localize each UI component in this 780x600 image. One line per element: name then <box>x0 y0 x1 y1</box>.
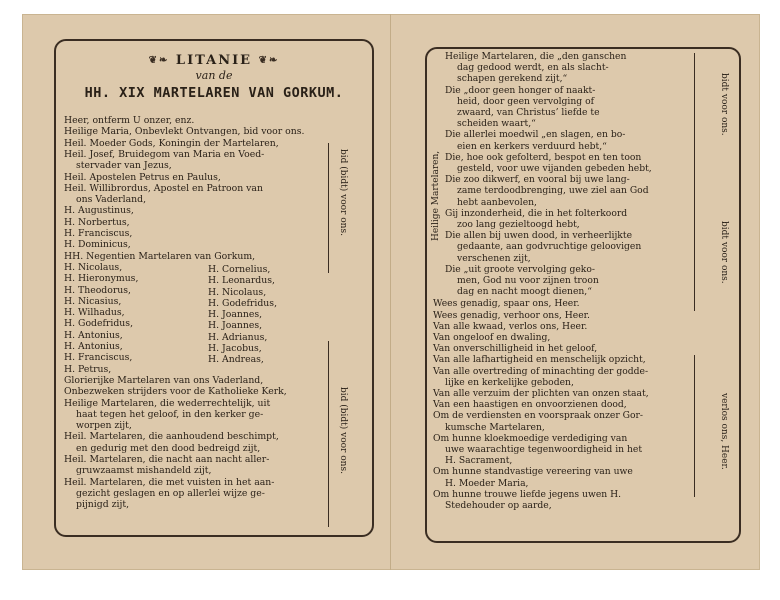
left-panel <box>54 39 374 537</box>
litany-line: ons Vaderland, <box>76 194 147 206</box>
litany-line: H. Franciscus, <box>64 228 133 239</box>
litany-line: Stedehouder op aarde, <box>445 500 552 511</box>
litany-line: lijke en kerkelijke geboden, <box>445 376 574 388</box>
litany-line: H. Sacrament, <box>445 455 513 467</box>
litany-line: Van alle verzuim der plichten van onzen staat, <box>433 388 649 399</box>
saint-name: H. Godefridus, <box>208 297 278 309</box>
litany-line: Gij inzonderheid, die in het folterkoord <box>445 207 628 219</box>
litany-line: gezicht geslagen en op allerlei wijze ge- <box>76 487 265 499</box>
litany-line: Om hunne standvastige vereering van uwe <box>433 466 633 478</box>
litany-line: Heilige Martelaren, die wederrechtelijk, uit <box>64 397 271 409</box>
litany-line: heid, door geen vervolging of <box>457 95 595 107</box>
saint-name: H. Cornelius, <box>208 263 271 275</box>
litany-line: H. Moeder Maria, <box>445 477 529 489</box>
bracket-line <box>328 341 329 527</box>
litany-line: haat tegen het geloof, in den kerker ge- <box>76 408 264 420</box>
title-word-row <box>56 53 372 68</box>
saint-name: H. Godefridus, <box>64 318 134 330</box>
litany-line: gedaante, aan godvruchtige geloovigen <box>457 241 642 253</box>
saint-name: H. Antonius, <box>64 341 123 352</box>
title-sub: van de <box>195 69 233 82</box>
side-response-5: verlos ons, Heer. <box>719 393 729 470</box>
litany-line: Die „uit groote vervolging geko- <box>445 263 596 275</box>
litany-line: Wees genadig, verhoor ons, Heer. <box>433 309 590 321</box>
litany-line: zoo lang gezieltoogd hebt, <box>457 219 580 230</box>
litany-line: H. Dominicus, <box>64 239 131 251</box>
litany-line: Heer, ontferm U onzer, enz. <box>64 115 195 126</box>
litany-line: Om hunne trouwe liefde jegens uwen H. <box>433 488 622 500</box>
litany-line: Om hunne kloekmoedige verdediging van <box>433 432 628 444</box>
litany-line: Heil. Josef, Bruidegom van Maria en Voed- <box>64 148 265 160</box>
litany-line: zwaard, van Christus’ liefde te <box>457 107 600 118</box>
saint-name: H. Joannes, <box>208 320 263 332</box>
litany-line: Heil. Apostelen Petrus en Paulus, <box>64 171 221 183</box>
litany-line: Die allerlei moedwil „en slagen, en bo- <box>445 129 626 141</box>
bracket-line <box>694 53 695 311</box>
litany-line: hebt aanbevolen, <box>457 196 537 208</box>
litany-line: dag gedood werdt, en als slacht- <box>457 62 609 74</box>
litany-line: Van onverschilligheid in het geloof, <box>433 343 598 355</box>
litany-line: gesteld, voor uwe vijanden gebeden hebt, <box>457 163 652 174</box>
bracket-line <box>328 143 329 273</box>
litany-line: eien en kerkers verduurd hebt,“ <box>457 140 607 152</box>
litany-line: Heil. Martelaren, die met vuisten in het aan- <box>64 476 275 488</box>
saint-name: H. Nicolaus, <box>208 286 267 298</box>
right-panel <box>425 47 741 543</box>
litany-line: Wees genadig, spaar ons, Heer. <box>433 298 580 310</box>
litany-line: uwe waarachtige tegenwoordigheid in het <box>445 444 643 455</box>
page-title: HH. XIX MARTELAREN VAN GORKUM. <box>84 85 344 101</box>
litany-line: dag en nacht moogt dienen,“ <box>457 286 592 298</box>
litany-line: verschenen zijt, <box>457 252 531 264</box>
side-response-1: bid (bidt) voor ons. <box>338 149 348 236</box>
litany-line: pijnigd zijt, <box>76 499 130 511</box>
side-response-4: bidt voor ons. <box>719 221 729 284</box>
saint-name: H. Andreas, <box>208 354 264 366</box>
litany-line: Die zoo dikwerf, en vooral bij uwe lang- <box>445 174 630 186</box>
litany-line: Die, hoe ook gefolterd, bespot en ten toon <box>445 151 642 163</box>
ornament-left-icon: ❦❧ <box>148 55 170 66</box>
saint-name: H. Hieronymus, <box>64 273 139 285</box>
litany-line: schapen gerekend zijt,“ <box>457 73 568 85</box>
saint-name: H. Nicolaus, <box>64 261 123 273</box>
litany-line: Heil. Moeder Gods, Koningin der Martelaren, <box>64 137 279 149</box>
title-word: LITANIE <box>175 53 253 68</box>
saint-name: H. Theodorus, <box>64 284 132 296</box>
litany-line: Heil. Martelaren, die nacht aan nacht aller- <box>64 454 270 465</box>
side-response-3: bidt voor ons. <box>719 73 729 136</box>
ornament-right-icon: ❦❧ <box>258 55 280 66</box>
litany-line: zame terdoodbrenging, uwe ziel aan God <box>457 185 649 197</box>
saint-name: H. Wilhadus, <box>64 307 125 319</box>
litany-line: Die allen bij uwen dood, in verheerlijkte <box>445 230 633 242</box>
litany-line: en gedurig met den dood bedreigd zijt, <box>76 442 261 454</box>
saint-name: H. Franciscus, <box>64 352 133 364</box>
litany-line: kumsche Martelaren, <box>445 421 545 433</box>
litany-line: H. Augustinus, <box>64 205 134 217</box>
litany-line: Heil. Willibrordus, Apostel en Patroon van <box>64 182 263 194</box>
litany-line: men, God nu voor zijnen troon <box>457 275 599 286</box>
litany-line: Heil. Martelaren, die aanhoudend beschimpt, <box>64 431 279 443</box>
litany-line: Om de verdiensten en voorspraak onzer Gor- <box>433 410 644 422</box>
litany-line: Van ongeloof en dwaling, <box>433 332 551 343</box>
litany-line: Heilige Martelaren, die „den ganschen <box>445 51 627 62</box>
litany-line: Glorierijke Martelaren van ons Vaderland, <box>64 374 264 386</box>
litany-line: Van een haastigen en onvoorzienen dood, <box>433 399 627 411</box>
saint-name: H. Adrianus, <box>208 331 268 343</box>
litany-line: Van alle lafhartigheid en menschelijk opzicht, <box>433 354 646 366</box>
litany-line: Van alle kwaad, verlos ons, Heer. <box>433 320 588 332</box>
bracket-line <box>694 355 695 497</box>
litany-line: Van alle overtreding of minachting der godde- <box>433 365 649 377</box>
litany-line: scheiden waart,“ <box>457 118 536 130</box>
litany-line: H. Norbertus, <box>64 216 130 228</box>
saint-name: H. Joannes, <box>208 309 263 321</box>
side-response-2: bid (bidt) voor ons. <box>338 387 348 474</box>
saint-name: H. Nicasius, <box>64 295 122 307</box>
litany-line: Onbezweken strijders voor de Katholieke Kerk, <box>64 386 287 398</box>
saint-name: H. Jacobus, <box>208 343 262 354</box>
litany-line: HH. Negentien Martelaren van Gorkum, <box>64 250 256 262</box>
saint-name: H. Antonius, <box>64 329 123 341</box>
card-fold <box>390 14 391 570</box>
litany-line: Die „door geen honger of naakt- <box>445 84 596 96</box>
saint-name: H. Petrus, <box>64 363 112 375</box>
side-invocation: Heilige Martelaren, <box>431 150 441 241</box>
litany-line: gruwzaamst mishandeld zijt, <box>76 465 212 477</box>
litany-line: stervader van Jezus, <box>76 160 172 172</box>
litany-line: Heilige Maria, Onbevlekt Ontvangen, bid voor ons. <box>64 126 305 138</box>
litany-line: worpen zijt, <box>76 420 132 432</box>
saint-name: H. Leonardus, <box>208 275 275 287</box>
